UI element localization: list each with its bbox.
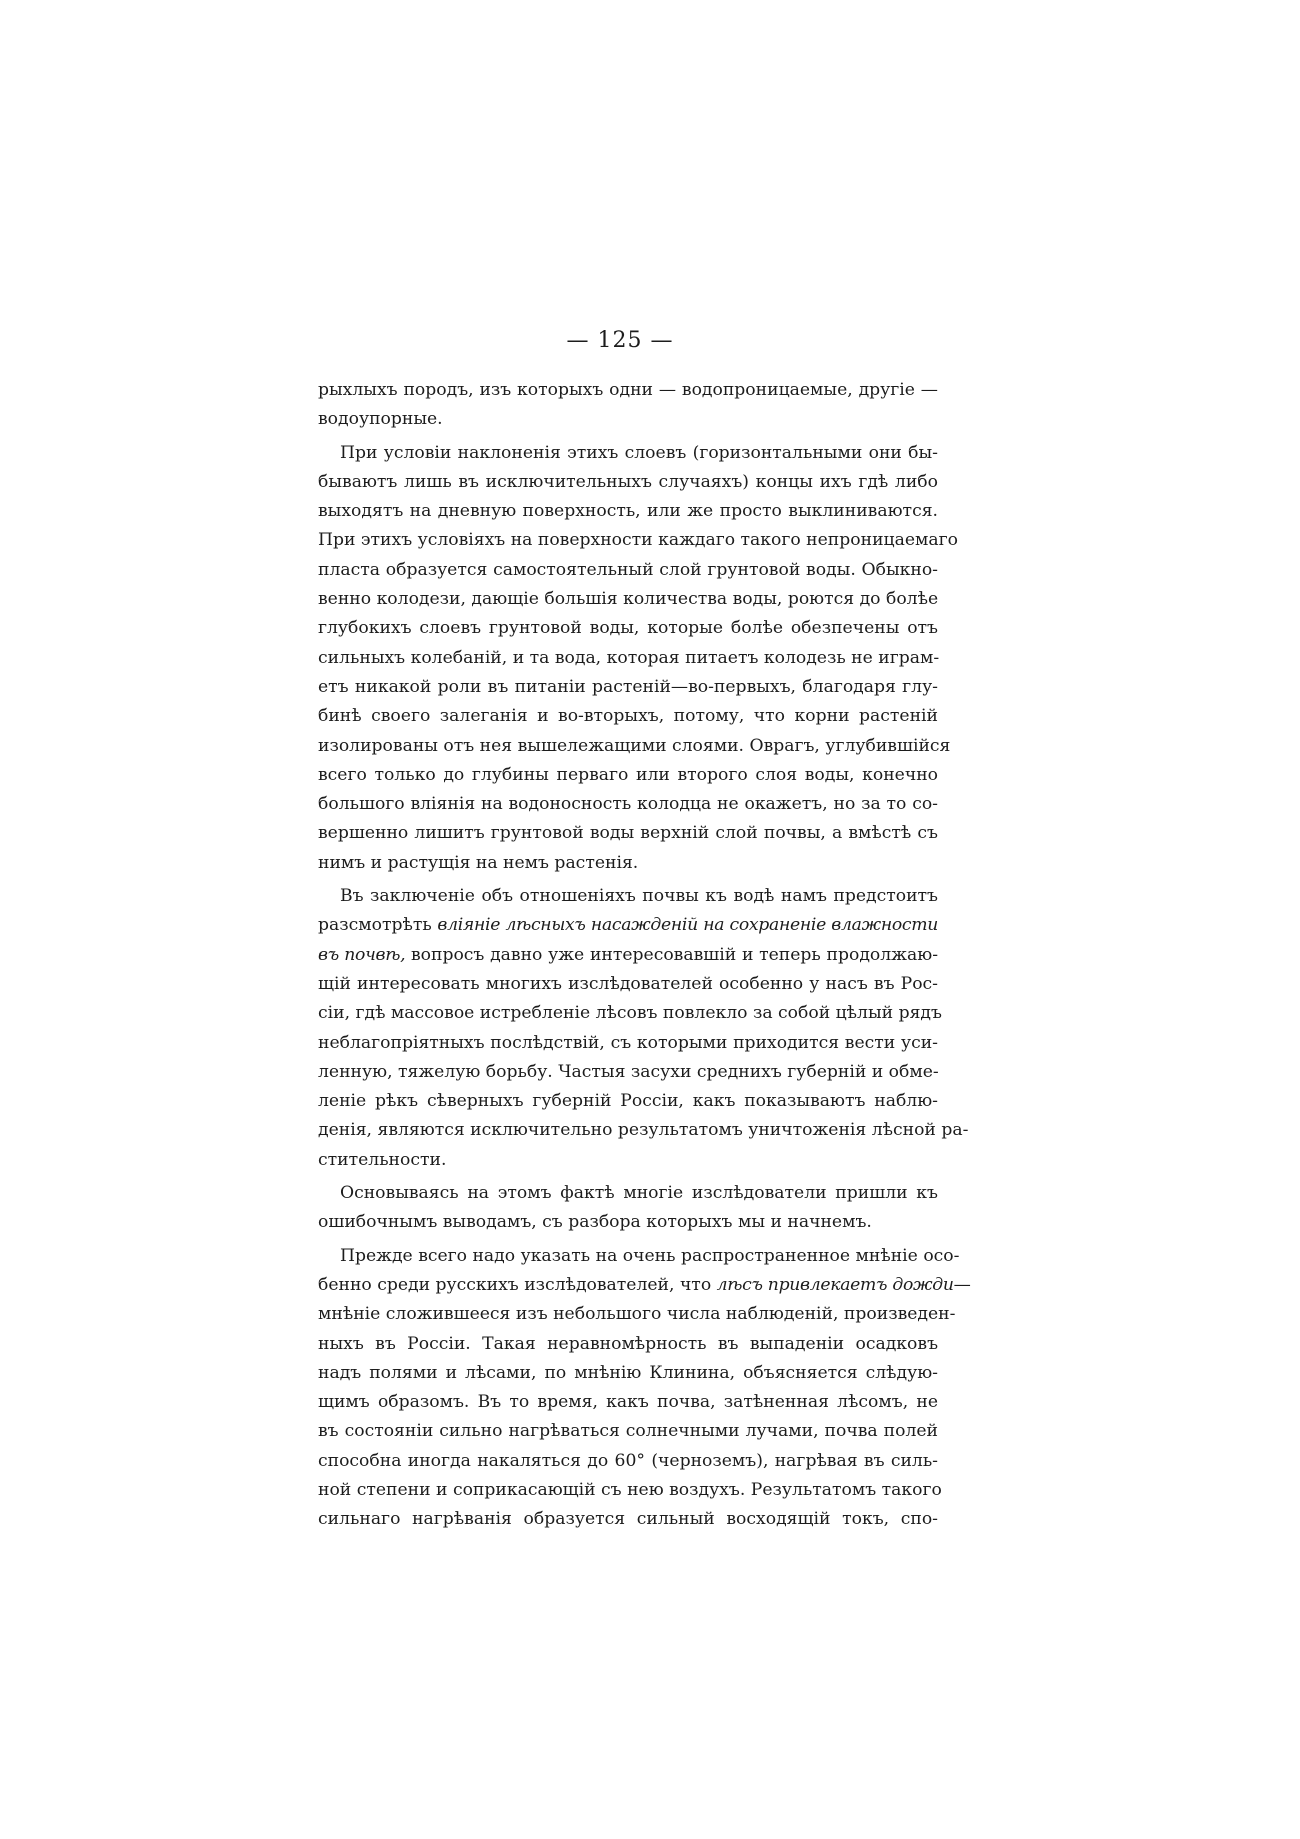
text-line: пласта образуется самостоятельный слой грунтовой воды. Обыкно- xyxy=(318,559,938,580)
italic-phrase: вліяніе лѣсныхъ насажденій на сохраненіе влажности xyxy=(437,915,938,936)
text-line: изолированы отъ нея вышележащими слоями. Оврагъ, углубившійся xyxy=(318,735,951,756)
text-line: вершенно лишитъ грунтовой воды верхній слой почвы, а вмѣстѣ съ xyxy=(318,823,938,844)
page-number: — 125 — xyxy=(566,328,674,353)
italic-phrase: въ почвѣ, xyxy=(318,944,406,965)
text-line: При условіи наклоненія этихъ слоевъ (горизонтальными они бы- xyxy=(340,442,938,463)
paragraph xyxy=(318,1242,971,1535)
text-line: Въ заключеніе объ отношеніяхъ почвы къ водѣ намъ предстоитъ xyxy=(340,886,938,907)
text-line: ной степени и соприкасающій съ нею воздухъ. Результатомъ такого xyxy=(318,1479,942,1500)
text-line: бываютъ лишь въ исключительныхъ случаяхъ) концы ихъ гдѣ либо xyxy=(318,471,938,492)
text-segment: вопросъ давно уже интересовавшій и теперь продолжаю- xyxy=(410,944,939,965)
text-line: неблагопріятныхъ послѣдствій, съ которыми приходится вести уси- xyxy=(318,1032,938,1053)
text-segment: — xyxy=(953,1274,971,1295)
text-segment: бенно среди русскихъ изслѣдователей, что xyxy=(318,1274,712,1295)
text-line xyxy=(318,941,938,970)
text-line: большого вліянія на водоносность колодца не окажетъ, но за то со- xyxy=(318,794,938,815)
text-line: сіи, гдѣ массовое истребленіе лѣсовъ повлекло за собой цѣлый рядъ xyxy=(318,1003,942,1024)
text-line: стительности. xyxy=(318,1149,447,1170)
text-line: нимъ и растущія на немъ растенія. xyxy=(318,852,639,873)
text-line: сильныхъ колебаній, и та вода, которая питаетъ колодезь не играм- xyxy=(318,647,940,668)
text-line: водоупорные. xyxy=(318,409,443,430)
text-line xyxy=(318,911,938,940)
text-line: щій интересовать многихъ изслѣдователей особенно у насъ въ Рос- xyxy=(318,973,938,994)
text-line: ленную, тяжелую борьбу. Частыя засухи среднихъ губерній и обме- xyxy=(318,1061,939,1082)
text-line: венно колодези, дающіе большія количества воды, роются до болѣе xyxy=(318,589,939,610)
text-line: надъ полями и лѣсами, по мнѣнію Клинина, объясняется слѣдую- xyxy=(318,1362,938,1383)
body-text xyxy=(318,376,971,1535)
text-line: всего только до глубины перваго или второго слоя воды, конечно xyxy=(318,764,938,785)
text-line xyxy=(318,1271,971,1300)
text-line: Основываясь на этомъ фактѣ многіе изслѣдователи пришли къ xyxy=(340,1183,938,1204)
text-line: ошибочнымъ выводамъ, съ разбора которыхъ мы и начнемъ. xyxy=(318,1212,872,1233)
paragraph xyxy=(318,439,958,878)
text-line: рыхлыхъ породъ, изъ которыхъ одни — водопроницаемые, другіе — xyxy=(318,380,938,400)
paragraph xyxy=(318,882,969,1175)
text-line: способна иногда накаляться до 60° (черноземъ), нагрѣвая въ силь- xyxy=(318,1450,938,1471)
text-line: выходятъ на дневную поверхность, или же просто выклиниваются. xyxy=(318,501,938,522)
italic-phrase: лѣсъ привлекаетъ дожди xyxy=(716,1274,954,1295)
text-line: мнѣніе сложившееся изъ небольшого числа наблюденій, произведен- xyxy=(318,1304,956,1325)
text-line: глубокихъ слоевъ грунтовой воды, которые болѣе обезпечены отъ xyxy=(318,618,938,639)
text-line: сильнаго нагрѣванія образуется сильный восходящій токъ, спо- xyxy=(318,1509,938,1530)
text-line: Прежде всего надо указать на очень распространенное мнѣніе осо- xyxy=(340,1245,960,1266)
text-line: въ состояніи сильно нагрѣваться солнечными лучами, почва полей xyxy=(318,1421,938,1442)
text-line: При этихъ условіяхъ на поверхности каждаго такого непроницаемаго xyxy=(318,530,958,551)
paragraph xyxy=(318,1179,938,1238)
text-line: денія, являются исключительно результатомъ уничтоженія лѣсной ра- xyxy=(318,1120,969,1141)
paragraph xyxy=(318,376,938,435)
text-segment: разсмотрѣть xyxy=(318,915,432,936)
text-line: ныхъ въ Россіи. Такая неравномѣрность въ выпаденіи осадковъ xyxy=(318,1333,938,1354)
text-line: етъ никакой роли въ питаніи растеній—во-первыхъ, благодаря глу- xyxy=(318,676,938,697)
text-line: леніе рѣкъ сѣверныхъ губерній Россіи, какъ показываютъ наблю- xyxy=(318,1091,938,1112)
text-line: щимъ образомъ. Въ то время, какъ почва, затѣненная лѣсомъ, не xyxy=(318,1392,938,1413)
text-line: бинѣ своего залеганія и во-вторыхъ, потому, что корни растеній xyxy=(318,706,938,727)
